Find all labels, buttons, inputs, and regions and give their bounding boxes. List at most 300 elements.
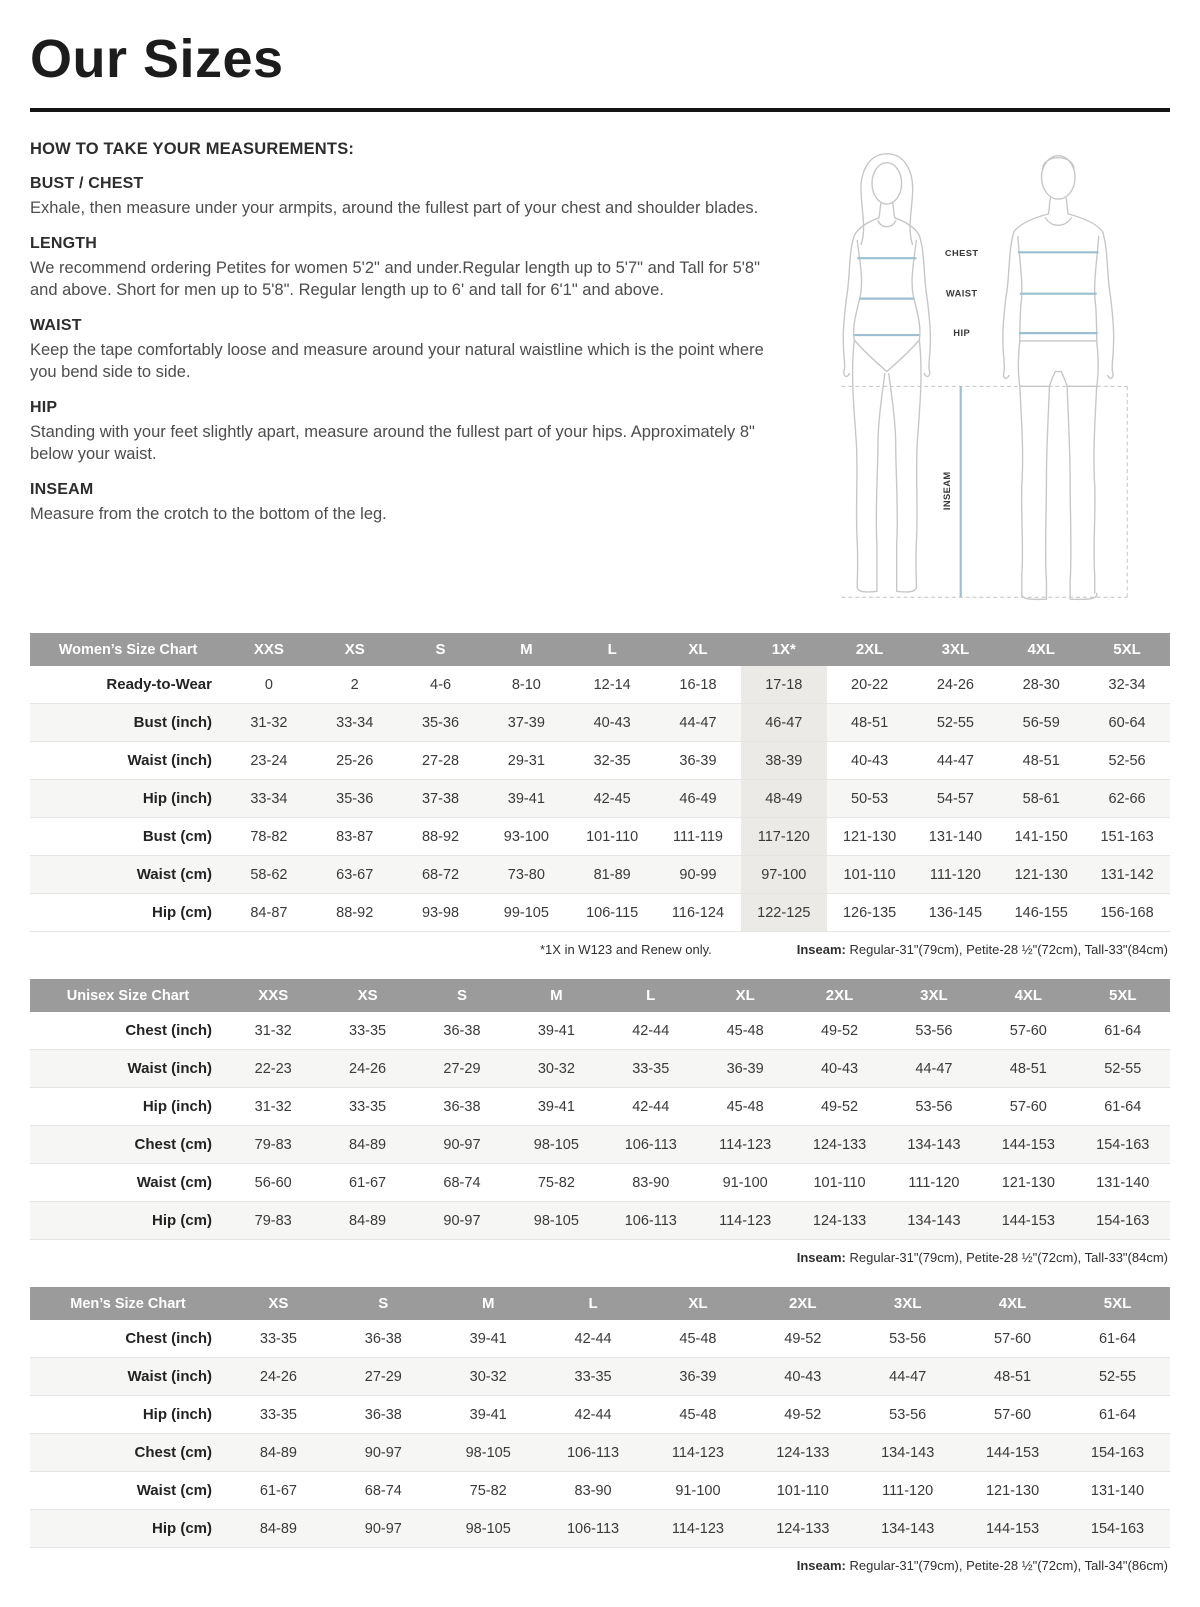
measurement-guide: [30, 138, 1170, 611]
size-cell: 24-26: [349, 1060, 387, 1077]
size-cell: 20-22: [851, 676, 889, 693]
row-label: Waist (cm): [136, 1174, 212, 1191]
size-cell: 124-133: [776, 1444, 830, 1461]
size-cell: 57-60: [1009, 1098, 1047, 1115]
size-column-header: 4XL: [960, 1287, 1065, 1320]
size-cell: 38-39: [741, 742, 827, 780]
size-cell: 17-18: [741, 666, 827, 704]
size-cell: 60-64: [1108, 714, 1146, 731]
row-label: Ready-to-Wear: [106, 676, 212, 693]
size-cell: 53-56: [915, 1098, 953, 1115]
size-cell: 36-38: [364, 1330, 402, 1347]
size-cell: 50-53: [851, 790, 889, 807]
row-label: Waist (inch): [127, 1060, 212, 1077]
table-title: Men’s Size Chart: [30, 1287, 226, 1320]
size-cell: 111-120: [929, 866, 981, 883]
size-cell: 48-51: [851, 714, 889, 731]
size-cell: 134-143: [881, 1520, 935, 1537]
row-label: Bust (inch): [133, 714, 212, 731]
size-cell: 134-143: [881, 1444, 935, 1461]
size-cell: 33-35: [349, 1098, 387, 1115]
measurement-lines: [841, 252, 1127, 597]
size-column-header: L: [569, 633, 655, 666]
size-cell: 33-35: [259, 1406, 297, 1423]
size-cell: 68-72: [421, 866, 460, 883]
row-label: Hip (cm): [152, 1520, 212, 1537]
size-cell: 106-113: [566, 1444, 620, 1461]
size-cell: 57-60: [1009, 1022, 1047, 1039]
size-cell: 90-97: [364, 1444, 402, 1461]
size-cell: 42-44: [574, 1330, 612, 1347]
instructions-heading: HOW TO TAKE YOUR MEASUREMENTS:: [30, 140, 355, 158]
size-cell: 45-48: [726, 1098, 764, 1115]
size-cell: 121-130: [1001, 1174, 1055, 1191]
size-cell: 63-67: [336, 866, 374, 883]
size-cell: 36-39: [679, 1368, 717, 1385]
size-cell: 91-100: [675, 1482, 721, 1499]
size-column-header: M: [483, 633, 569, 666]
size-cell: 134-143: [907, 1212, 961, 1229]
size-cell: 35-36: [336, 790, 374, 807]
size-cell: 49-52: [784, 1330, 822, 1347]
size-column-header: 2XL: [750, 1287, 855, 1320]
size-cell: 52-55: [936, 714, 974, 731]
size-row: [30, 1012, 1170, 1050]
size-cell: 111-119: [672, 828, 723, 845]
size-row: [30, 1472, 1170, 1510]
size-cell: 33-34: [336, 714, 374, 731]
size-row: [30, 856, 1170, 894]
row-label: Bust (cm): [142, 828, 212, 845]
size-cell: 31-32: [250, 714, 288, 731]
size-cell: 114-123: [671, 1520, 724, 1537]
size-cell: 48-51: [1009, 1060, 1047, 1077]
size-cell: 88-92: [336, 904, 374, 921]
size-cell: 156-168: [1100, 904, 1154, 921]
size-cell: 42-44: [574, 1406, 612, 1423]
size-cell: 126-135: [842, 904, 897, 921]
row-label: Hip (inch): [142, 1098, 212, 1115]
size-row: [30, 666, 1170, 704]
size-column-header: 1X*: [741, 633, 827, 666]
size-cell: 61-67: [349, 1174, 387, 1191]
section-heading: INSEAM: [30, 480, 94, 498]
inseam-footnote: Inseam: Regular-31"(79cm), Petite-28 ½"(72cm), Tall-34"(86cm): [796, 1558, 1168, 1573]
chest-label: CHEST: [944, 248, 979, 259]
size-cell: 131-140: [1096, 1174, 1150, 1191]
size-cell: 84-89: [259, 1520, 297, 1537]
size-table: [30, 1287, 1170, 1548]
size-row: [30, 1358, 1170, 1396]
size-column-header: XS: [320, 979, 414, 1012]
size-cell: 98-105: [533, 1212, 579, 1229]
size-cell: 39-41: [507, 790, 545, 807]
size-cell: 54-57: [936, 790, 974, 807]
size-cell: 106-113: [566, 1520, 620, 1537]
size-cell: 31-32: [254, 1022, 292, 1039]
size-column-header: 5XL: [1076, 979, 1170, 1012]
size-row: [30, 1126, 1170, 1164]
size-cell: 27-28: [421, 752, 460, 769]
size-cell: 39-41: [537, 1098, 575, 1115]
section-body: Standing with your feet slightly apart, measure around the fullest part of your hips. Approximately 8" below your waist.: [30, 422, 755, 463]
size-cell: 111-120: [882, 1482, 934, 1499]
size-cell: 131-140: [928, 828, 983, 845]
size-cell: 144-153: [985, 1444, 1040, 1461]
size-cell: 122-125: [741, 894, 827, 932]
section-body: We recommend ordering Petites for women 5'2" and under.Regular length up to 5'7" and Tall for 5'8" and above. Short for men up to 5'8". Regular length up to 6' and tall for 6'1" and above.: [30, 258, 760, 299]
size-row: [30, 780, 1170, 818]
size-row: [30, 704, 1170, 742]
size-cell: 2: [350, 676, 359, 693]
size-cell: 124-133: [812, 1212, 867, 1229]
size-cell: 36-38: [443, 1022, 481, 1039]
size-cell: 84-89: [349, 1212, 387, 1229]
size-cell: 146-155: [1014, 904, 1068, 921]
hip-label: HIP: [953, 328, 971, 339]
size-table: [30, 979, 1170, 1240]
row-label: Waist (inch): [127, 1368, 212, 1385]
size-cell: 44-47: [936, 752, 974, 769]
size-cell: 40-43: [593, 714, 631, 731]
row-label: Chest (inch): [125, 1022, 212, 1039]
section-body: Keep the tape comfortably loose and measure around your natural waistline which is the point where you bend side to side.: [30, 340, 764, 381]
size-cell: 114-123: [719, 1212, 772, 1229]
footnote-note: *1X in W123 and Renew only.: [540, 942, 712, 957]
size-column-header: 5XL: [1065, 1287, 1170, 1320]
size-cell: 121-130: [985, 1482, 1040, 1499]
size-cell: 114-123: [671, 1444, 724, 1461]
size-column-header: 2XL: [827, 633, 913, 666]
size-cell: 39-41: [537, 1022, 575, 1039]
size-cell: 90-97: [364, 1520, 402, 1537]
instruction-length: [30, 235, 775, 302]
size-cell: 24-26: [936, 676, 974, 693]
size-cell: 61-67: [259, 1482, 297, 1499]
size-cell: 8-10: [511, 676, 541, 693]
instruction-waist: [30, 317, 775, 384]
size-column-header: L: [541, 1287, 646, 1320]
size-cell: 79-83: [254, 1136, 292, 1153]
size-cell: 136-145: [928, 904, 983, 921]
size-cell: 23-24: [250, 752, 288, 769]
size-column-header: XXS: [226, 979, 320, 1012]
size-row: [30, 894, 1170, 932]
size-cell: 141-150: [1014, 828, 1068, 845]
size-cell: 91-100: [722, 1174, 768, 1191]
size-cell: 12-14: [593, 676, 631, 693]
size-column-header: M: [509, 979, 603, 1012]
size-cell: 79-83: [254, 1212, 292, 1229]
size-cell: 45-48: [679, 1406, 717, 1423]
size-cell: 37-38: [421, 790, 460, 807]
size-cell: 56-60: [254, 1174, 292, 1191]
size-cell: 61-64: [1098, 1406, 1137, 1423]
size-cell: 36-38: [443, 1098, 481, 1115]
instruction-bust-chest: [30, 175, 775, 220]
size-cell: 84-89: [259, 1444, 297, 1461]
size-cell: 48-51: [994, 1368, 1032, 1385]
size-column-header: S: [398, 633, 484, 666]
size-cell: 33-35: [349, 1022, 387, 1039]
size-cell: 83-90: [632, 1174, 670, 1191]
size-cell: 33-35: [632, 1060, 670, 1077]
size-cell: 4-6: [430, 676, 452, 693]
size-cell: 49-52: [820, 1022, 859, 1039]
size-cell: 61-64: [1098, 1330, 1137, 1347]
table-footnotes: [30, 1240, 1170, 1265]
size-cell: 44-47: [679, 714, 717, 731]
size-cell: 101-110: [813, 1174, 866, 1191]
size-column-header: 5XL: [1084, 633, 1170, 666]
inseam-footnote: Inseam: Regular-31"(79cm), Petite-28 ½"(72cm), Tall-33"(84cm): [796, 1250, 1168, 1265]
size-cell: 40-43: [784, 1368, 822, 1385]
size-cell: 48-49: [741, 780, 827, 818]
size-cell: 52-55: [1098, 1368, 1137, 1385]
size-cell: 101-110: [843, 866, 896, 883]
size-cell: 33-35: [574, 1368, 612, 1385]
size-column-header: XS: [312, 633, 398, 666]
size-cell: 46-49: [679, 790, 717, 807]
size-column-header: 3XL: [855, 1287, 960, 1320]
table-footnotes: [30, 1548, 1170, 1573]
size-cell: 98-105: [465, 1520, 511, 1537]
size-column-header: S: [415, 979, 509, 1012]
size-cell: 40-43: [851, 752, 889, 769]
size-cell: 30-32: [469, 1368, 507, 1385]
size-cell: 75-82: [469, 1482, 507, 1499]
size-cell: 121-130: [842, 828, 897, 845]
size-row: [30, 818, 1170, 856]
section-body: Measure from the crotch to the bottom of the leg.: [30, 504, 387, 523]
size-table-section: [30, 633, 1170, 957]
size-row: [30, 1050, 1170, 1088]
size-table-section: [30, 1287, 1170, 1573]
table-footnotes: [30, 932, 1170, 957]
size-column-header: 2XL: [792, 979, 886, 1012]
size-cell: 52-55: [1104, 1060, 1142, 1077]
size-cell: 121-130: [1014, 866, 1068, 883]
row-label: Waist (cm): [136, 866, 212, 883]
size-cell: 93-98: [421, 904, 460, 921]
size-row: [30, 1088, 1170, 1126]
size-cell: 52-56: [1108, 752, 1146, 769]
size-cell: 44-47: [889, 1368, 927, 1385]
size-cell: 46-47: [741, 704, 827, 742]
size-row: [30, 1320, 1170, 1358]
female-figure: [843, 154, 930, 592]
size-cell: 32-34: [1108, 676, 1146, 693]
size-cell: 84-87: [250, 904, 288, 921]
row-label: Hip (cm): [152, 904, 212, 921]
size-cell: 57-60: [994, 1330, 1032, 1347]
size-cell: 124-133: [776, 1520, 830, 1537]
size-cell: 88-92: [421, 828, 460, 845]
size-row: [30, 742, 1170, 780]
size-column-header: S: [331, 1287, 436, 1320]
inseam-footnote: Inseam: Regular-31"(79cm), Petite-28 ½"(72cm), Tall-33"(84cm): [796, 942, 1168, 957]
size-cell: 134-143: [907, 1136, 961, 1153]
size-column-header: XL: [655, 633, 741, 666]
size-cell: 39-41: [469, 1330, 507, 1347]
inseam-label: INSEAM: [941, 471, 952, 511]
size-cell: 61-64: [1104, 1098, 1142, 1115]
size-cell: 101-110: [586, 828, 639, 845]
size-column-header: M: [436, 1287, 541, 1320]
size-table-section: [30, 979, 1170, 1265]
size-cell: 98-105: [533, 1136, 579, 1153]
size-cell: 83-87: [336, 828, 374, 845]
row-label: Waist (cm): [136, 1482, 212, 1499]
size-cell: 144-153: [1001, 1136, 1055, 1153]
size-column-header: L: [604, 979, 698, 1012]
size-column-header: 4XL: [998, 633, 1084, 666]
size-cell: 84-89: [349, 1136, 387, 1153]
section-heading: BUST / CHEST: [30, 175, 144, 192]
size-cell: 0: [264, 676, 273, 693]
row-label: Hip (inch): [142, 790, 212, 807]
table-title: Women’s Size Chart: [30, 633, 226, 666]
size-cell: 49-52: [784, 1406, 822, 1423]
size-column-header: XXS: [226, 633, 312, 666]
size-cell: 106-113: [624, 1136, 677, 1153]
size-cell: 114-123: [719, 1136, 772, 1153]
size-row: [30, 1396, 1170, 1434]
size-cell: 106-113: [624, 1212, 677, 1229]
size-cell: 58-61: [1022, 790, 1060, 807]
size-cell: 90-97: [443, 1212, 481, 1229]
size-cell: 40-43: [820, 1060, 859, 1077]
section-heading: HIP: [30, 398, 58, 416]
size-cell: 154-163: [1090, 1444, 1145, 1461]
row-label: Waist (inch): [127, 752, 212, 769]
size-cell: 106-115: [586, 904, 639, 921]
size-cell: 93-100: [503, 828, 549, 845]
row-label: Hip (cm): [152, 1212, 212, 1229]
size-cell: 75-82: [537, 1174, 575, 1191]
size-column-header: 4XL: [981, 979, 1075, 1012]
size-cell: 28-30: [1022, 676, 1060, 693]
size-cell: 30-32: [537, 1060, 575, 1077]
size-cell: 33-34: [250, 790, 288, 807]
size-row: [30, 1510, 1170, 1548]
size-cell: 35-36: [421, 714, 460, 731]
section-body: Exhale, then measure under your armpits, around the fullest part of your chest and shoulder blades.: [30, 199, 759, 217]
size-column-header: XL: [698, 979, 792, 1012]
size-cell: 151-163: [1100, 828, 1154, 845]
size-cell: 101-110: [776, 1482, 829, 1499]
size-column-header: XS: [226, 1287, 331, 1320]
size-cell: 31-32: [254, 1098, 292, 1115]
size-cell: 68-74: [364, 1482, 402, 1499]
row-label: Chest (inch): [125, 1330, 212, 1347]
size-cell: 73-80: [507, 866, 545, 883]
size-cell: 25-26: [336, 752, 374, 769]
size-cell: 131-142: [1100, 866, 1154, 883]
size-cell: 42-45: [593, 790, 631, 807]
size-cell: 33-35: [259, 1330, 297, 1347]
size-cell: 56-59: [1022, 714, 1060, 731]
page-title: Our Sizes: [30, 29, 284, 89]
size-cell: 36-38: [364, 1406, 402, 1423]
size-cell: 99-105: [503, 904, 549, 921]
measurement-diagram: [789, 138, 1161, 611]
size-cell: 131-140: [1090, 1482, 1145, 1499]
size-cell: 42-44: [632, 1022, 670, 1039]
size-cell: 36-39: [679, 752, 717, 769]
size-column-header: 3XL: [913, 633, 999, 666]
size-cell: 27-29: [364, 1368, 402, 1385]
size-cell: 90-97: [443, 1136, 481, 1153]
row-label: Hip (inch): [142, 1406, 212, 1423]
size-tables: [30, 633, 1170, 1573]
male-figure: [1003, 156, 1114, 600]
size-cell: 42-44: [632, 1098, 670, 1115]
size-cell: 36-39: [726, 1060, 764, 1077]
size-cell: 27-29: [443, 1060, 481, 1077]
size-cell: 29-31: [507, 752, 545, 769]
size-cell: 39-41: [469, 1406, 507, 1423]
size-cell: 83-90: [574, 1482, 612, 1499]
waist-label: WAIST: [945, 288, 978, 299]
instruction-hip: [30, 399, 775, 466]
size-cell: 62-66: [1108, 790, 1146, 807]
size-column-header: 3XL: [887, 979, 981, 1012]
size-cell: 144-153: [1001, 1212, 1055, 1229]
size-cell: 124-133: [812, 1136, 867, 1153]
table-title: Unisex Size Chart: [30, 979, 226, 1012]
size-cell: 22-23: [254, 1060, 292, 1077]
size-cell: 81-89: [593, 866, 631, 883]
size-cell: 90-99: [679, 866, 717, 883]
measurement-instructions: [30, 138, 775, 611]
title-divider: [30, 108, 1170, 112]
size-cell: 154-163: [1096, 1212, 1150, 1229]
size-cell: 117-120: [741, 818, 827, 856]
size-cell: 53-56: [889, 1330, 927, 1347]
size-cell: 58-62: [250, 866, 288, 883]
size-cell: 32-35: [593, 752, 631, 769]
size-row: [30, 1434, 1170, 1472]
size-cell: 24-26: [259, 1368, 297, 1385]
size-cell: 68-74: [443, 1174, 481, 1191]
size-cell: 48-51: [1022, 752, 1060, 769]
size-cell: 49-52: [820, 1098, 859, 1115]
row-label: Chest (cm): [134, 1444, 212, 1461]
size-table: [30, 633, 1170, 932]
size-cell: 154-163: [1096, 1136, 1150, 1153]
size-row: [30, 1164, 1170, 1202]
size-cell: 97-100: [741, 856, 827, 894]
size-cell: 53-56: [915, 1022, 953, 1039]
size-cell: 45-48: [679, 1330, 717, 1347]
row-label: Chest (cm): [134, 1136, 212, 1153]
section-heading: WAIST: [30, 316, 82, 334]
instruction-inseam: [30, 481, 775, 526]
body-measurement-illustration: [800, 138, 1150, 611]
size-cell: 78-82: [250, 828, 288, 845]
section-heading: LENGTH: [30, 234, 97, 252]
size-cell: 61-64: [1104, 1022, 1142, 1039]
size-cell: 144-153: [985, 1520, 1040, 1537]
size-cell: 154-163: [1090, 1520, 1145, 1537]
size-cell: 16-18: [679, 676, 717, 693]
size-cell: 45-48: [726, 1022, 764, 1039]
size-cell: 116-124: [671, 904, 725, 921]
size-column-header: XL: [646, 1287, 751, 1320]
size-cell: 37-39: [507, 714, 545, 731]
size-cell: 44-47: [915, 1060, 953, 1077]
